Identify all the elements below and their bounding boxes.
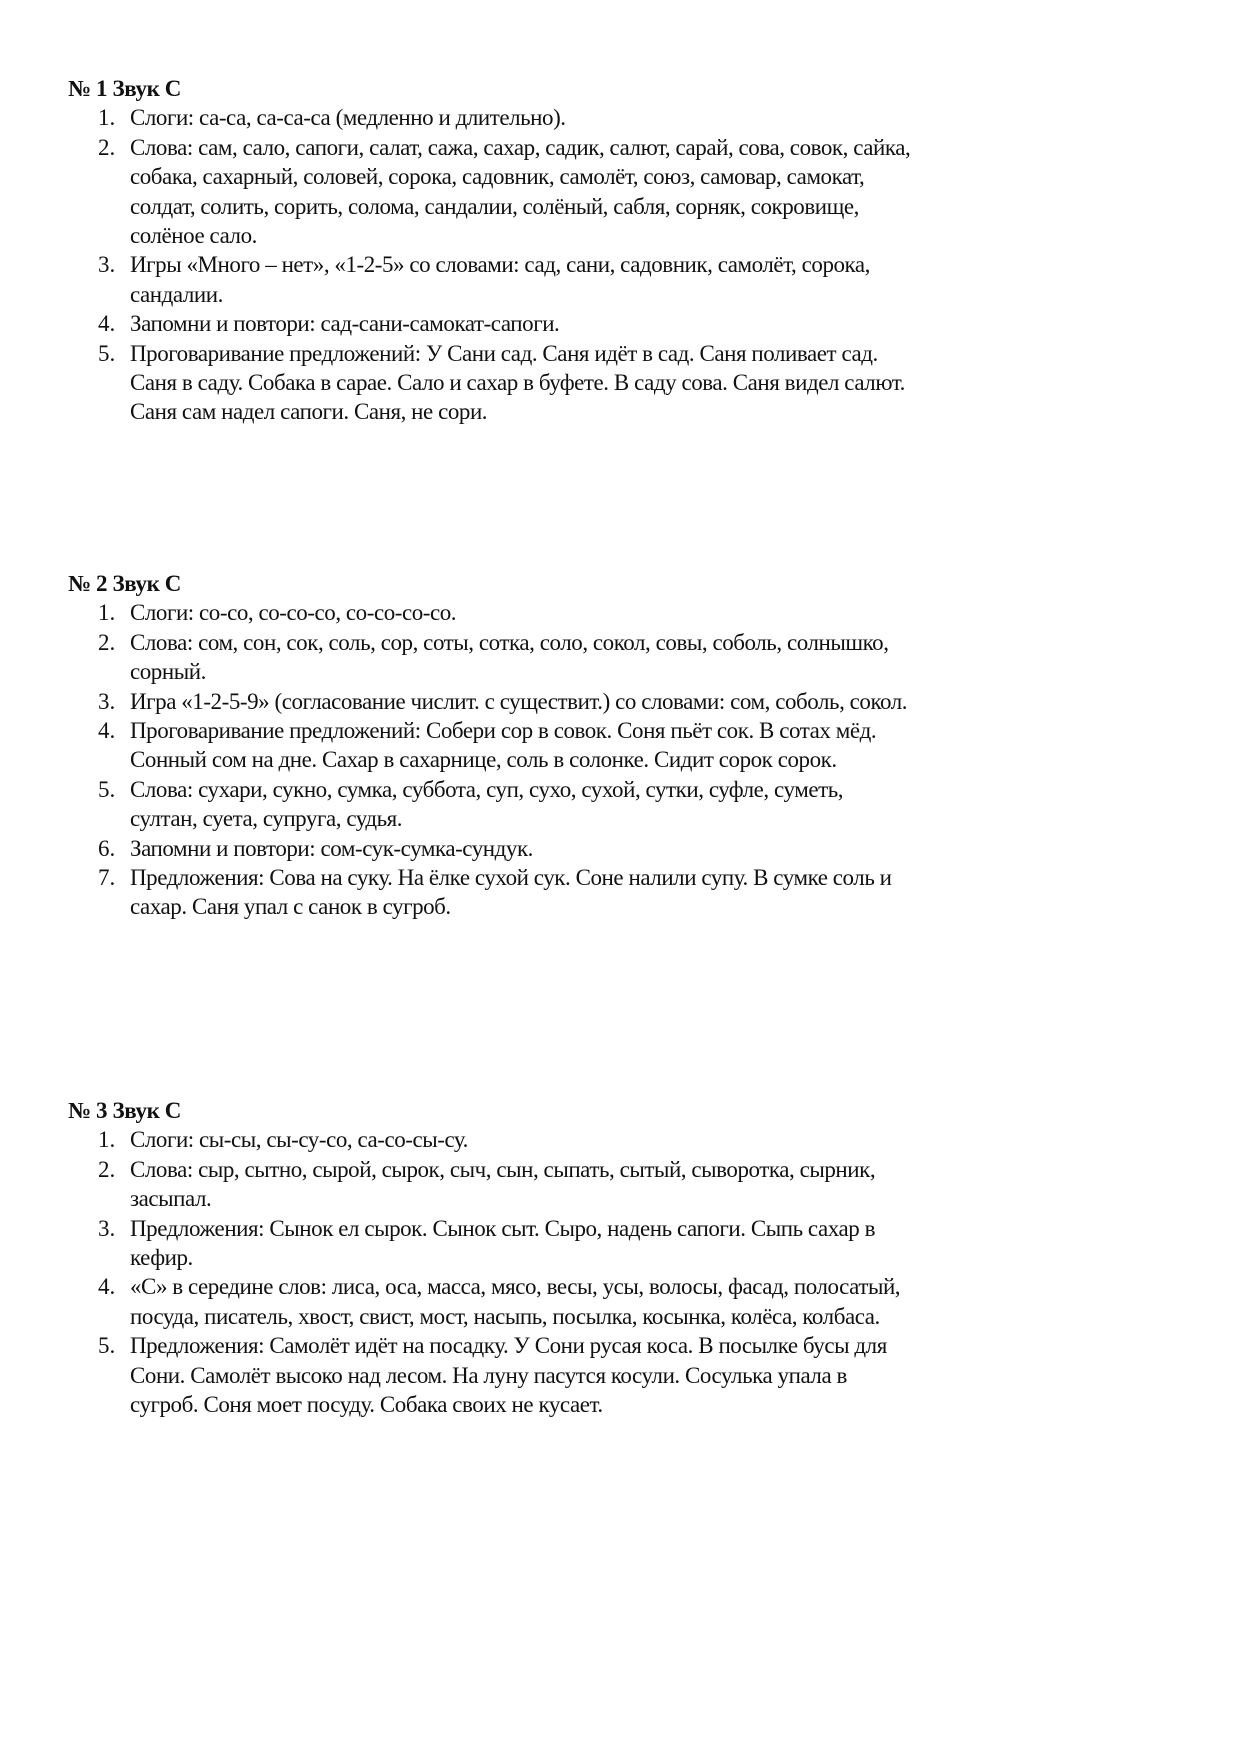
item-text-line: «С» в середине слов: лиса, оса, масса, мясо, весы, усы, волосы, фасад, полосатый, (130, 1274, 901, 1300)
list-item (68, 628, 1188, 687)
item-text-line: кефир. (130, 1245, 193, 1271)
item-text-line: Предложения: Самолёт идёт на посадку. У Сони русая коса. В посылке бусы для (130, 1333, 887, 1359)
item-number: 1. (98, 600, 116, 626)
list-item (68, 1155, 1188, 1214)
list-item (68, 133, 1188, 251)
list-item (68, 863, 1188, 922)
item-text-line: Слова: сухари, сукно, сумка, суббота, суп, сухо, сухой, сутки, суфле, суметь, (130, 776, 844, 802)
item-number: 1. (98, 1127, 116, 1153)
list-item (68, 687, 1188, 716)
section-heading: № 3 Звук С (68, 1098, 181, 1123)
item-text-line: Игра «1-2-5-9» (согласование числит. с существит.) со словами: сом, соболь, сокол. (130, 688, 908, 714)
item-number: 4. (98, 311, 116, 337)
list-item (68, 1331, 1188, 1419)
item-number: 4. (98, 718, 116, 744)
item-number: 2. (98, 1156, 116, 1182)
item-number: 1. (98, 105, 116, 131)
section-heading: № 1 Звук С (68, 76, 181, 101)
section-3 (68, 1096, 1188, 1419)
section-heading: № 2 Звук С (68, 571, 181, 596)
item-number: 3. (98, 688, 116, 714)
item-number: 3. (98, 1215, 116, 1241)
list-item (68, 775, 1188, 834)
item-text-line: сандалии. (130, 281, 223, 307)
item-number: 2. (98, 134, 116, 160)
item-text-line: Слова: сом, сон, сок, соль, сор, соты, сотка, соло, сокол, совы, соболь, солнышко, (130, 629, 889, 655)
item-text-line: Слова: сам, сало, сапоги, салат, сажа, сахар, садик, салют, сарай, сова, совок, сайка, (130, 134, 911, 160)
item-text-line: посуда, писатель, хвост, свист, мост, насыпь, посылка, косынка, колёса, колбаса. (130, 1303, 880, 1329)
item-text-line: Игры «Много – нет», «1-2-5» со словами: сад, сани, садовник, самолёт, сорока, (130, 252, 870, 278)
list-item (68, 309, 1188, 338)
item-text-line: Саня сам надел сапоги. Саня, не сори. (130, 399, 488, 425)
item-text-line: Слоги: со-со, со-со-со, со-со-со-со. (130, 600, 457, 626)
item-text-line: Слова: сыр, сытно, сырой, сырок, сыч, сын, сыпать, сытый, сыворотка, сырник, (130, 1156, 876, 1182)
item-text-line: Сони. Самолёт высоко над лесом. На луну пасутся косули. Сосулька упала в (130, 1362, 847, 1388)
item-text-line: Слоги: сы-сы, сы-су-со, са-со-сы-су. (130, 1127, 468, 1153)
item-number: 5. (98, 340, 116, 366)
section-1 (68, 74, 1188, 427)
item-text-line: Слоги: са-са, са-са-са (медленно и длительно). (130, 105, 566, 131)
item-text-line: Запомни и повтори: сом-сук-сумка-сундук. (130, 835, 533, 861)
list-item (68, 1214, 1188, 1273)
item-text-line: собака, сахарный, соловей, сорока, садовник, самолёт, союз, самовар, самокат, (130, 164, 865, 190)
item-text-line: Предложения: Сынок ел сырок. Сынок сыт. Сыро, надень сапоги. Сыпь сахар в (130, 1215, 875, 1241)
item-text-line: сорный. (130, 659, 206, 685)
item-text-line: засыпал. (130, 1186, 212, 1212)
list-item (68, 598, 1188, 627)
list-item (68, 103, 1188, 132)
item-number: 5. (98, 776, 116, 802)
list-item (68, 339, 1188, 427)
list-item (68, 250, 1188, 309)
item-text-line: солдат, солить, сорить, солома, сандалии, солёный, сабля, сорняк, сокровище, (130, 193, 859, 219)
item-text-line: султан, суета, супруга, судья. (130, 806, 403, 832)
item-text-line: Саня в саду. Собака в сарае. Сало и сахар в буфете. В саду сова. Саня видел салют. (130, 370, 905, 396)
item-text-line: Запомни и повтори: сад-сани-самокат-сапоги. (130, 311, 560, 337)
section-2 (68, 569, 1188, 922)
list-item (68, 834, 1188, 863)
item-number: 7. (98, 865, 116, 891)
item-text-line: Проговаривание предложений: Собери сор в совок. Соня пьёт сок. В сотах мёд. (130, 718, 877, 744)
item-text-line: Проговаривание предложений: У Сани сад. Саня идёт в сад. Саня поливает сад. (130, 340, 878, 366)
item-number: 3. (98, 252, 116, 278)
list-item (68, 1125, 1188, 1154)
item-text-line: сахар. Саня упал с санок в сугроб. (130, 894, 451, 920)
item-text-line: сугроб. Соня моет посуду. Собака своих не кусает. (130, 1392, 603, 1418)
item-text-line: Сонный сом на дне. Сахар в сахарнице, соль в солонке. Сидит сорок сорок. (130, 747, 837, 773)
item-text-line: Предложения: Сова на суку. На ёлке сухой сук. Соне налили супу. В сумке соль и (130, 865, 892, 891)
list-item (68, 1272, 1188, 1331)
item-text-line: солёное сало. (130, 223, 257, 249)
list-item (68, 716, 1188, 775)
item-number: 4. (98, 1274, 116, 1300)
item-number: 2. (98, 629, 116, 655)
item-number: 6. (98, 835, 116, 861)
item-number: 5. (98, 1333, 116, 1359)
